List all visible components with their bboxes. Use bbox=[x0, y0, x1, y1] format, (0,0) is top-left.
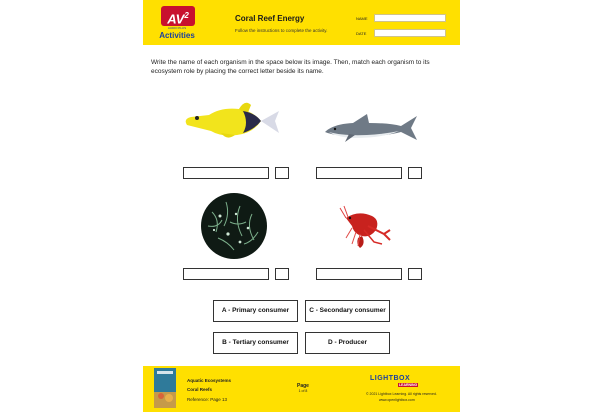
page-title: Coral Reef Energy bbox=[235, 14, 305, 23]
organism-name-field-4[interactable] bbox=[316, 268, 402, 280]
role-box-a: A - Primary consumer bbox=[213, 300, 298, 322]
organism-name-field-1[interactable] bbox=[183, 167, 269, 179]
page-subtitle: Follow the instructions to complete the activity. bbox=[235, 28, 328, 33]
logo-subtitle: Activities bbox=[159, 31, 195, 40]
organism-letter-field-4[interactable] bbox=[408, 268, 422, 280]
date-field[interactable] bbox=[374, 29, 446, 37]
red-shrimp-image bbox=[338, 204, 396, 252]
logo-tagline: AUDIO PLUS bbox=[167, 26, 187, 30]
name-label: NAME bbox=[356, 16, 368, 21]
name-field[interactable] bbox=[374, 14, 446, 22]
page-number: 1 of 8 bbox=[298, 389, 308, 393]
organism-letter-field-3[interactable] bbox=[275, 268, 289, 280]
logo-text: AV bbox=[167, 11, 185, 27]
book-subtitle: Coral Reefs bbox=[187, 387, 213, 392]
organism-letter-field-1[interactable] bbox=[275, 167, 289, 179]
organism-name-field-3[interactable] bbox=[183, 268, 269, 280]
shark-image bbox=[323, 110, 419, 144]
header-bar bbox=[143, 0, 460, 45]
website-link[interactable]: www.openlightbox.com bbox=[379, 398, 415, 402]
page-indicator bbox=[293, 383, 313, 393]
book-title: Aquatic Ecosystems bbox=[187, 378, 232, 383]
worksheet bbox=[143, 0, 460, 412]
plankton-image bbox=[200, 192, 268, 260]
page-label: Page bbox=[297, 383, 309, 389]
role-box-c: C - Secondary consumer bbox=[305, 300, 390, 322]
organism-letter-field-2[interactable] bbox=[408, 167, 422, 179]
book-reference: Reference: Page 13 bbox=[187, 397, 228, 402]
footer-bar bbox=[143, 366, 460, 412]
lightbox-logo: LIGHTBOX bbox=[370, 375, 411, 382]
book-cover-thumbnail bbox=[154, 368, 176, 408]
organism-name-field-2[interactable] bbox=[316, 167, 402, 179]
role-box-d: D - Producer bbox=[305, 332, 390, 354]
yellow-fish-image bbox=[181, 95, 291, 147]
date-label: DATE bbox=[356, 31, 367, 36]
av2-logo bbox=[153, 6, 201, 40]
logo-sup: 2 bbox=[184, 11, 189, 20]
role-box-b: B - Tertiary consumer bbox=[213, 332, 298, 354]
lightbox-logo-sub: LEARNING bbox=[399, 383, 418, 387]
instructions: Write the name of each organism in the space below its image. Then, match each organism to its ecosystem role by placing the correct letter beside its name. bbox=[151, 59, 430, 75]
copyright-text: © 2021 Lightbox Learning. All rights reserved. bbox=[366, 392, 437, 396]
